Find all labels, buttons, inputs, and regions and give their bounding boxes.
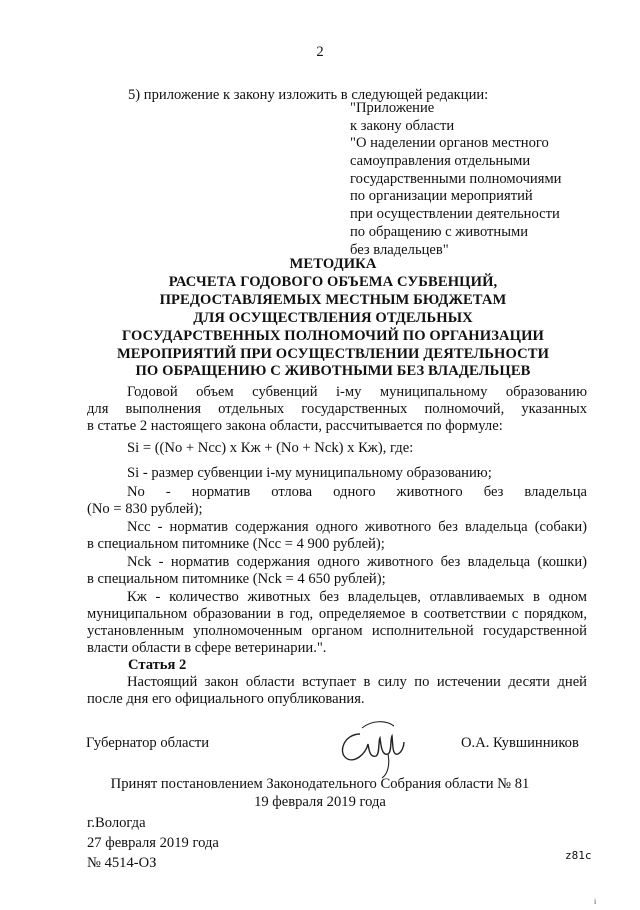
adoption-line: Принят постановлением Законодательного Собрания области № 81 <box>110 776 530 792</box>
definition-nck-value: в специальном питомнике (Nck = 4 650 рублей); <box>87 571 386 587</box>
methodology-title <box>90 256 576 381</box>
title-line: ГОСУДАРСТВЕННЫХ ПОЛНОМОЧИЙ ПО ОРГАНИЗАЦИИ <box>122 327 544 344</box>
adoption-note <box>0 776 640 812</box>
definition-no-value: (No = 830 рублей); <box>87 501 203 517</box>
dedication-line: по организации мероприятий <box>350 188 533 205</box>
title-line: МЕТОДИКА <box>289 256 377 272</box>
title-line: ПО ОБРАЩЕНИЮ С ЖИВОТНЫМИ БЕЗ ВЛАДЕЛЬЦЕВ <box>135 363 531 380</box>
definition-ncc-value: в специальном питомнике (Ncc = 4 900 рублей); <box>87 536 385 552</box>
title-line: РАСЧЕТА ГОДОВОГО ОБЪЕМА СУБВЕНЦИЙ, <box>168 273 498 290</box>
dedication-line: к закону области <box>350 117 455 134</box>
definition-ncc: Ncc - норматив содержания одного животного без владельца (собаки) <box>127 519 587 535</box>
definition-kzh: Кж - количество животных без владельцев, отлавливаемых в одном <box>127 589 587 605</box>
governor-name: О.А. Кувшинников <box>461 735 579 751</box>
dedication-line: "О наделении органов местного <box>350 135 549 152</box>
dedication-line: по обращению с животными <box>350 223 529 240</box>
place-and-date <box>87 815 219 875</box>
formula-definitions <box>87 465 587 657</box>
article-line: после дня его официального опубликования. <box>87 691 365 707</box>
corner-mark: i <box>594 897 597 906</box>
definition-nck: Nck - норматив содержания одного животного без владельца (кошки) <box>127 554 587 570</box>
definition-kzh-line: муниципальном образовании в год, определяемое в соответствии с порядком, <box>87 606 587 622</box>
city: г.Вологда <box>87 815 146 831</box>
law-number: № 4514-ОЗ <box>87 855 157 871</box>
intro-text: 5) приложение к закону изложить в следующей редакции: <box>128 87 489 103</box>
definition-no: No - норматив отлова одного животного без владельца <box>127 484 587 500</box>
dedication-line: государственными полномочиями <box>350 170 562 187</box>
adoption-date: 19 февраля 2019 года <box>254 794 386 810</box>
page-number: 2 <box>316 44 324 60</box>
title-line: МЕРОПРИЯТИЙ ПРИ ОСУЩЕСТВЛЕНИИ ДЕЯТЕЛЬНОСТИ <box>116 345 550 362</box>
article-line: Настоящий закон области вступает в силу по истечении десяти дней <box>127 674 587 690</box>
article-heading: Статья 2 <box>128 657 187 673</box>
paragraph-line: в статье 2 настоящего закона области, рассчитывается по формуле: <box>87 418 503 434</box>
paragraph-line: Годовой объем субвенций i-му муниципальному образованию <box>127 384 587 400</box>
article-text <box>87 674 587 708</box>
title-line: ПРЕДОСТАВЛЯЕМЫХ МЕСТНЫМ БЮДЖЕТАМ <box>159 291 507 308</box>
dedication-line: "Приложение <box>350 100 435 116</box>
dedication-line: без владельцев" <box>350 241 449 258</box>
paragraph-line: для выполнения отдельных государственных полномочий, указанных <box>87 401 587 417</box>
calc-paragraph <box>87 384 587 435</box>
governor-signature <box>332 712 412 782</box>
title-line: ДЛЯ ОСУЩЕСТВЛЕНИЯ ОТДЕЛЬНЫХ <box>193 309 473 326</box>
definition-kzh-line: установленным уполномоченным органом исполнительной государственной <box>87 623 587 639</box>
definition-si: Si - размер субвенции i-му муниципальному образованию; <box>127 465 492 481</box>
definition-kzh-line: власти области в сфере ветеринарии.". <box>87 640 327 656</box>
dedication-line: при осуществлении деятельности <box>350 206 560 223</box>
document-code: z81c <box>565 849 592 862</box>
signing-date: 27 февраля 2019 года <box>87 835 219 851</box>
appendix-dedication <box>350 100 610 259</box>
subvention-formula: Si = ((No + Ncc) x Кж + (No + Nck) x Кж), где: <box>127 440 414 456</box>
dedication-line: самоуправления отдельными <box>350 153 531 170</box>
governor-title: Губернатор области <box>86 735 210 751</box>
